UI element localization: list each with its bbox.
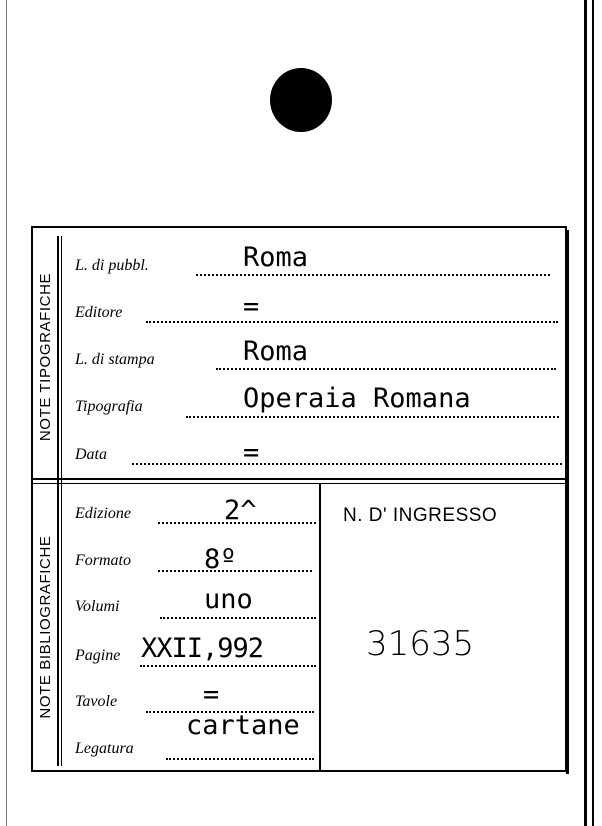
punch-hole [270,68,332,132]
form-frame-shadow [566,230,569,774]
legatura-value: cartane [186,710,300,741]
data-line [132,463,562,465]
ingresso-label: N. D' INGRESSO [343,505,498,526]
tavole-label: Tavole [75,693,118,710]
section-divider-2 [33,483,566,484]
luogo-pubblicazione-line [196,274,550,276]
pagine-line [140,665,316,667]
luogo-pubblicazione-label: L. di pubbl. [75,257,149,274]
data-value: = [243,437,260,468]
legatura-line [166,758,314,760]
ingresso-divider [319,484,321,770]
luogo-stampa-line [216,368,556,370]
formato-value: 8º [204,544,237,575]
card-right-edge-outer [592,0,594,826]
label-column-line-2 [61,236,62,766]
volumi-label: Volumi [75,598,120,615]
note-bibliografiche-label: NOTE BIBLIOGRAFICHE [37,535,54,719]
luogo-stampa-label: L. di stampa [75,351,155,368]
pagine-label: Pagine [75,647,121,664]
tipografia-line [186,416,559,418]
formato-label: Formato [75,552,131,569]
legatura-label: Legatura [75,740,134,757]
volumi-value: uno [204,584,253,615]
editore-line [146,321,558,323]
tipografia-label: Tipografia [75,398,143,415]
edizione-value: 2^ [224,495,257,526]
pagine-value: XXII,992 [141,633,264,664]
ingresso-number: 31635 [366,624,475,664]
data-label: Data [75,446,107,463]
card-right-edge [584,0,587,826]
card-left-edge [6,0,7,826]
luogo-stampa-value: Roma [243,336,309,367]
editore-value: = [243,291,260,322]
note-tipografiche-label: NOTE TIPOGRAFICHE [37,272,54,442]
section-divider [33,478,566,480]
editore-label: Editore [75,304,123,321]
tavole-value: = [203,679,220,710]
edizione-label: Edizione [75,505,131,522]
tipografia-value: Operaia Romana [243,383,471,414]
luogo-pubblicazione-value: Roma [243,242,309,273]
volumi-line [160,617,316,619]
label-column-line-1 [57,236,59,766]
